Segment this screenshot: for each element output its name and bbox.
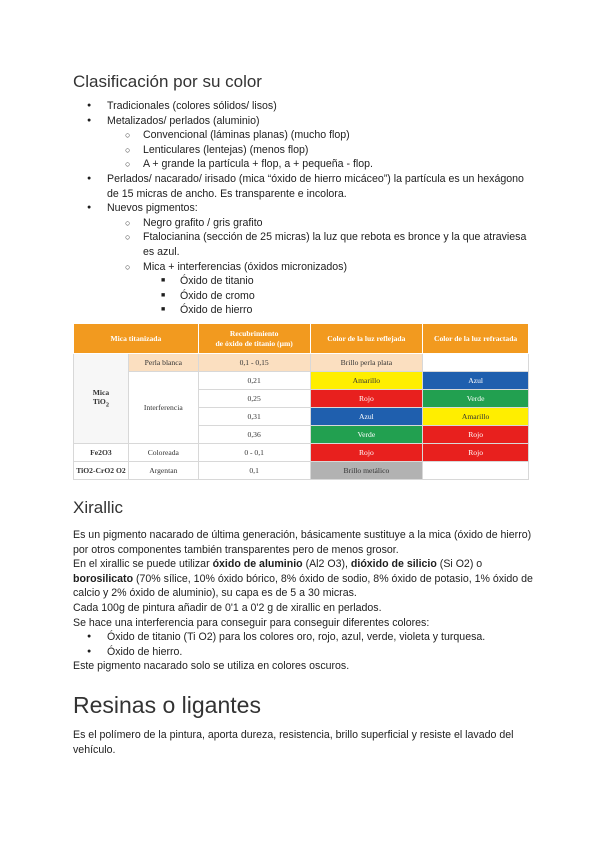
paragraph (73, 557, 533, 601)
table-cell: Brillo perla plata (310, 354, 423, 372)
row-label-sub: 2 (105, 401, 109, 409)
color-classification-list (73, 99, 533, 318)
table-cell: 0,1 (198, 462, 310, 480)
table-cell: 0,31 (198, 408, 310, 426)
table-cell: Amarillo (310, 372, 423, 390)
list-item-negro: ○ Negro grafito / gris grafito (73, 216, 533, 231)
table-header-row (74, 324, 529, 354)
table-cell: Rojo (423, 444, 529, 462)
list-item-perlados: ● Perlados/ nacarado/ irisado (mica “óxido de hierro micáceo”) la partícula es un hexágono de 15 micras de ancho. Es transparente e incolora. (73, 172, 533, 201)
table-header (198, 324, 310, 354)
text-run: (70% sílice, 10% óxido bórico, 8% óxido de sodio, 8% óxido de potasio, 1% óxido de calcio y 2% óxido de aluminio), su capa es de 5 a 30 micras. (73, 572, 533, 600)
list-item-ftalocianina: ○ Ftalocianina (sección de 25 micras) la luz que rebota es bronce y la que atraviesa es azul. (73, 230, 533, 259)
list-item-lenticulares: ○ Lenticulares (lentejas) (menos flop) (73, 143, 533, 158)
table-cell: Azul (310, 408, 423, 426)
list-item-convencional: ○ Convencional (láminas planas) (mucho flop) (73, 128, 533, 143)
table-row-label: Fe2O3 (74, 444, 129, 462)
table-cell: Rojo (310, 444, 423, 462)
table-cell: 0,25 (198, 390, 310, 408)
paragraph: Cada 100g de pintura añadir de 0'1 a 0'2 g de xirallic en perlados. (73, 601, 382, 614)
table-cell: Interferencia (128, 372, 198, 444)
list-item-tradicionales: ● Tradicionales (colores sólidos/ lisos) (73, 99, 533, 114)
table-cell: Verde (423, 390, 529, 408)
table-cell: Perla blanca (128, 354, 198, 372)
table-cell (423, 462, 529, 480)
table-cell: Amarillo (423, 408, 529, 426)
table-header: Color de la luz reflejada (310, 324, 423, 354)
header-line: Recubrimiento (229, 328, 279, 338)
table-cell: 0,36 (198, 426, 310, 444)
table-cell: Coloreada (128, 444, 198, 462)
text-run: En el xirallic se puede utilizar (73, 558, 213, 571)
table-cell: Brillo metálico (310, 462, 423, 480)
row-label-text: Mica (92, 388, 110, 398)
section-title-color: Clasificación por su color (73, 72, 262, 91)
table-cell: Azul (423, 372, 529, 390)
paragraph: Este pigmento nacarado solo se utiliza en colores oscuros. (73, 660, 350, 673)
list-item-cromo: ■ Óxido de cromo (73, 289, 533, 304)
table-row (74, 462, 529, 480)
table-row-label: TiO2-CrO2 O2 (74, 462, 129, 480)
table-row (74, 354, 529, 372)
section-title-xirallic: Xirallic (73, 498, 124, 517)
list-item-particula: ○ A + grande la partícula + flop, a + pequeña - flop. (73, 157, 533, 172)
table-cell: Argentan (128, 462, 198, 480)
table-cell (423, 354, 529, 372)
table-row (74, 372, 529, 390)
table-cell: 0 - 0,1 (198, 444, 310, 462)
list-item: ● Óxido de hierro. (73, 645, 533, 660)
resinas-body (73, 728, 533, 757)
list-item: ● Óxido de titanio (Ti O2) para los colores oro, rojo, azul, verde, violeta y turquesa. (73, 630, 533, 645)
list-item-titanio: ■ Óxido de titanio (73, 274, 533, 289)
paragraph: Es un pigmento nacarado de última generación, básicamente sustituye a la mica (óxido de hierro) por otros componentes también transparentes pero de menos grosor. (73, 529, 532, 556)
list-item-hierro: ■ Óxido de hierro (73, 303, 533, 318)
table-header: Mica titanizada (74, 324, 199, 354)
paragraph: Es el polímero de la pintura, aporta dureza, resistencia, brillo superficial y resiste el lavado del vehículo. (73, 729, 514, 756)
text-run: (Al2 O3), (302, 558, 351, 571)
bold-text: borosilicato (73, 572, 134, 585)
section-title-resinas: Resinas o ligantes (73, 692, 261, 718)
paragraph: Se hace una interferencia para conseguir para conseguir diferentes colores: (73, 616, 430, 629)
header-line: de óxido de titanio (µm) (215, 338, 293, 348)
list-item-metalizados: ● Metalizados/ perlados (aluminio) (73, 114, 533, 129)
mica-table (73, 323, 529, 480)
table-cell: Rojo (310, 390, 423, 408)
table-cell: 0,21 (198, 372, 310, 390)
bold-text: dióxido de silicio (350, 558, 437, 571)
row-label-text: TiO (92, 397, 106, 407)
table-cell: 0,1 - 0,15 (198, 354, 310, 372)
table-row (74, 444, 529, 462)
xirallic-body (73, 528, 533, 674)
table-cell: Rojo (423, 426, 529, 444)
text-run: (Si O2) o (436, 558, 483, 571)
table-row-label (74, 354, 129, 444)
bold-text: óxido de aluminio (212, 558, 303, 571)
table-cell: Verde (310, 426, 423, 444)
list-item-nuevos: ● Nuevos pigmentos: (73, 201, 533, 216)
list-item-mica: ○ Mica + interferencias (óxidos micronizados) (73, 260, 533, 275)
table-header: Color de la luz refractada (423, 324, 529, 354)
